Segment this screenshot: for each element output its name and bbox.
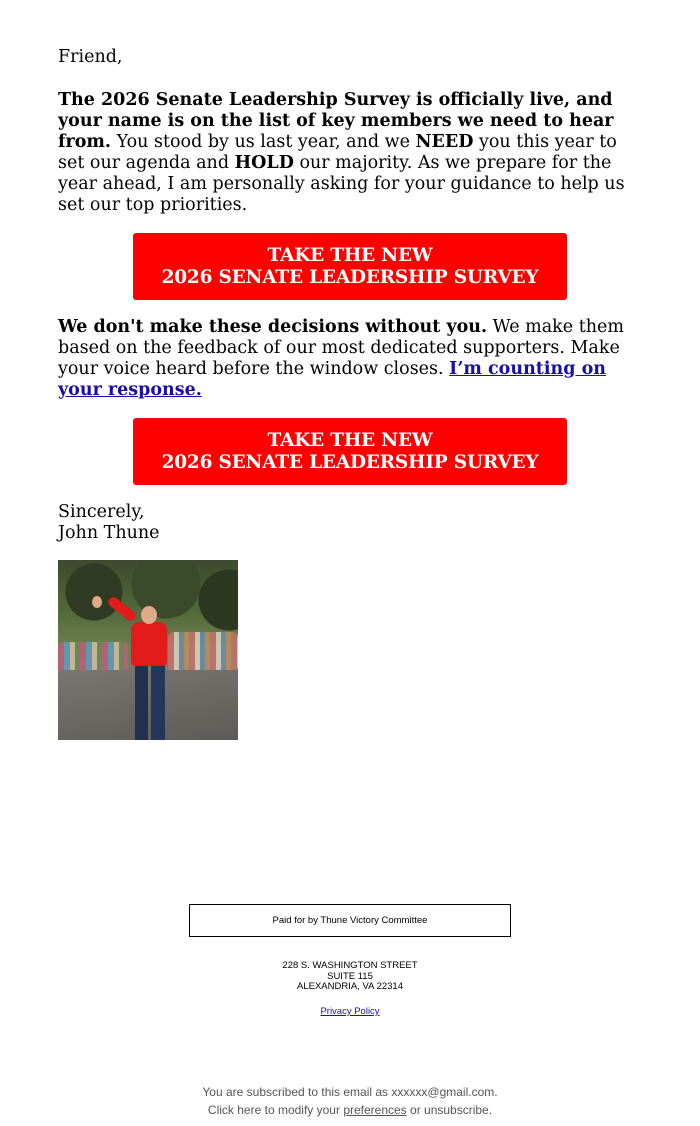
unsubscribe-text[interactable]: or unsubscribe.	[406, 1103, 493, 1117]
address-line-2: SUITE 115	[327, 970, 373, 982]
intro-text-1: You stood by us last year, and we	[111, 132, 416, 152]
preferences-link[interactable]: preferences	[343, 1103, 407, 1117]
body-bold-text: We don't make these decisions without you.	[58, 317, 488, 337]
cta-line-2: 2026 SENATE LEADERSHIP SURVEY	[161, 267, 539, 288]
modify-line	[0, 1101, 700, 1119]
body-text: We make them based on the feedback of our most dedicated supporters. Make your voice heard before the window closes.	[58, 317, 624, 379]
intro-text-3: our majority. As we prepare for the year ahead, I am personally asking for your guidance to help us set our top priorities.	[58, 153, 625, 215]
signoff	[58, 502, 648, 544]
need-emphasis: NEED	[415, 132, 474, 152]
subscribed-line	[0, 1083, 700, 1101]
cta-line-1: TAKE THE NEW	[267, 430, 433, 451]
intro-bold-text: The 2026 Senate Leadership Survey is officially live, and your name is on the list of key members we need to hear from.	[58, 90, 614, 152]
intro-text-2: you this year to set our agenda and	[58, 132, 617, 173]
cta-line-2: 2026 SENATE LEADERSHIP SURVEY	[161, 452, 539, 473]
address-line-1: 228 S. WASHINGTON STREET	[282, 960, 418, 971]
privacy-section	[0, 1006, 700, 1017]
counting-on-you-link[interactable]: I’m counting on your response.	[58, 359, 606, 400]
email-body	[58, 47, 648, 740]
greeting: Friend,	[58, 47, 123, 67]
intro-paragraph	[58, 90, 648, 216]
closing-text: Sincerely,	[58, 502, 145, 522]
privacy-policy-link[interactable]: Privacy Policy	[320, 1006, 380, 1017]
senator-photo	[58, 560, 238, 740]
cta-line-1: TAKE THE NEW	[267, 245, 433, 266]
subscribed-suffix: .	[494, 1085, 498, 1099]
subscription-notice	[0, 1083, 700, 1119]
take-survey-button-2[interactable]	[133, 418, 567, 485]
signature-name: John Thune	[58, 523, 160, 543]
paid-for-text: Paid for by Thune Victory Committee	[272, 915, 428, 926]
subscriber-email: xxxxxx@gmail.com	[391, 1085, 495, 1099]
subscribed-prefix: You are subscribed to this email as	[202, 1085, 392, 1099]
address-line-3: ALEXANDRIA, VA 22314	[297, 981, 403, 992]
paid-for-disclaimer	[189, 904, 511, 937]
mailing-address	[0, 961, 700, 993]
take-survey-button[interactable]	[133, 233, 567, 300]
modify-prefix: Click here to modify your	[207, 1103, 344, 1117]
hold-emphasis: HOLD	[234, 153, 294, 173]
body-paragraph	[58, 317, 648, 401]
